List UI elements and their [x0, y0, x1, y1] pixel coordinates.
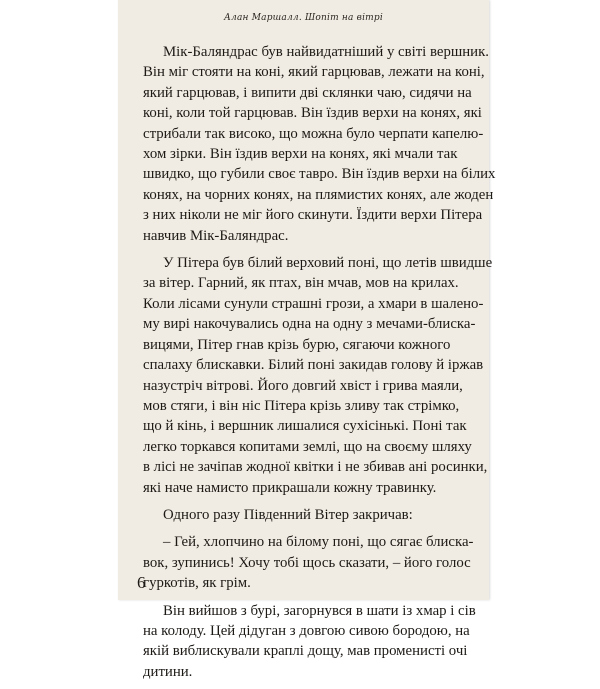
text-line: з них ніколи не міг його скинути. Їздити верхи Пітера: [143, 207, 483, 224]
text-line: мов стяги, і він ніс Пітера крізь зливу так стрімко,: [143, 397, 460, 414]
text-line: назустріч вітрові. Його довгий хвіст і грива маяли,: [143, 377, 463, 394]
running-head: Алан Маршалл. Шопіт на вітрі: [224, 13, 383, 23]
text-line: стрибали так високо, що можна було черпати капелю-: [143, 125, 484, 142]
body-text: [143, 42, 496, 689]
text-line: дитини.: [143, 663, 193, 680]
text-line: Він вийшов з бурі, загорнувся в шати із хмар і сів: [163, 602, 476, 619]
text-line: вицями, Пітер гнав крізь бурю, сягаючи кожного: [143, 336, 451, 353]
paragraph: [143, 505, 481, 525]
text-line: швидко, що губили своє тавро. Він їздив верхи на білих: [143, 166, 496, 183]
text-line: коні, коли той гарцював. Він їздив верхи на конях, які: [143, 105, 482, 122]
text-line: якій виблискували краплі дощу, мав променисті очі: [143, 643, 468, 660]
paragraph: [143, 601, 481, 683]
text-line: вок, зупинись! Хочу тобі щось сказати, – його голос: [143, 554, 471, 571]
paragraph: [143, 253, 493, 498]
paragraph: [143, 42, 496, 246]
page-number: 6: [137, 573, 146, 592]
text-line: Одного разу Південний Вітер закричав:: [163, 506, 413, 523]
text-line: який гарцював, і випити дві склянки чаю, сидячи на: [143, 84, 472, 101]
text-line: хом зірки. Він їздив верхи на конях, які мчали так: [143, 146, 458, 163]
text-line: Коли лісами сунули страшні грози, а хмари в шалено-: [143, 295, 484, 312]
paragraph: [143, 532, 481, 593]
text-line: що й кінь, і вершник лишалися сухісінькі. Поні так: [143, 418, 467, 435]
text-line: му вирі накочувались одна на одну з мечами-блиска-: [143, 316, 476, 333]
text-line: гуркотів, як грім.: [143, 575, 251, 592]
text-line: – Гей, хлопчино на білому поні, що сягає блиска-: [163, 534, 474, 551]
text-line: конях, на чорних конях, на плямистих конях, але жоден: [143, 186, 494, 203]
text-line: за вітер. Гарний, як птах, він мчав, мов на крилах.: [143, 275, 459, 292]
text-line: в лісі не зачіпав жодної квітки і не збивав ані росинки,: [143, 459, 488, 476]
book-page: [118, 0, 496, 680]
text-line: У Пітера був білий верховий поні, що летів швидше: [163, 255, 493, 272]
text-line: на колоду. Цей дідуган з довгою сивою бородою, на: [143, 622, 470, 639]
text-line: Мік-Баляндрас був найвидатніший у світі вершник.: [163, 44, 489, 60]
text-line: Він міг стояти на коні, який гарцював, лежати на коні,: [143, 64, 485, 81]
text-line: які наче намисто прикрашали кожну травинку.: [143, 479, 437, 496]
text-line: навчив Мік-Баляндрас.: [143, 227, 289, 244]
text-line: спалаху блискавки. Білий поні закидав голову й іржав: [143, 357, 484, 374]
text-line: легко торкався копитами землі, що на своєму шляху: [143, 438, 472, 455]
